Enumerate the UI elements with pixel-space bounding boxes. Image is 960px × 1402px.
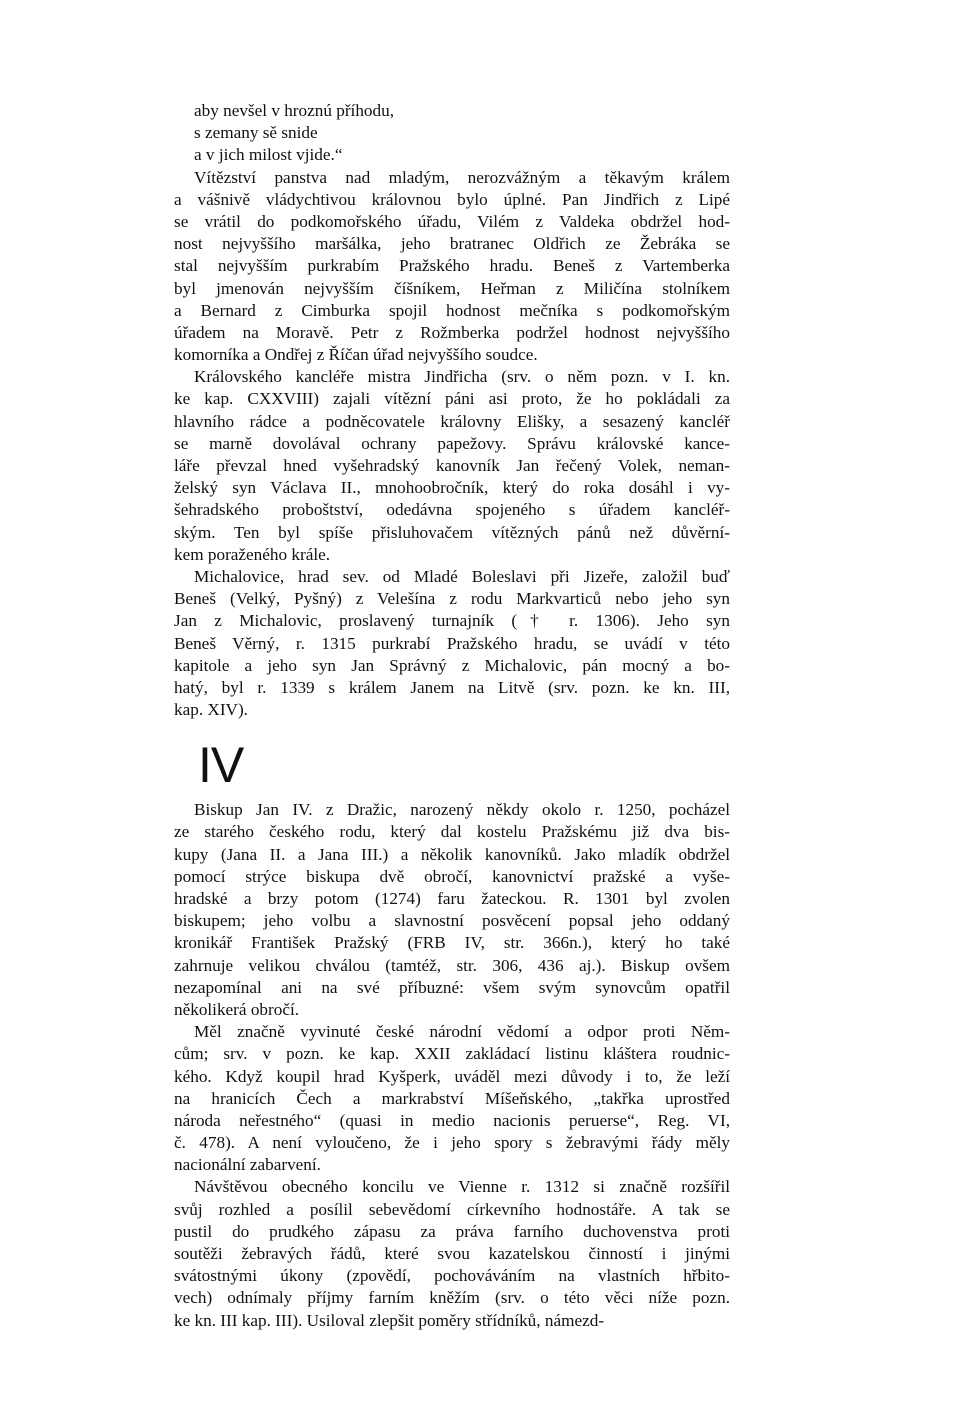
- text-line: šehradského proboštství, odedávna spojeného s úřadem kancléř-: [174, 500, 730, 520]
- text-line: Beneš Věrný, r. 1315 purkrabí Pražského hradu, se uvádí v této: [174, 633, 730, 653]
- paragraph: [174, 366, 730, 566]
- text-line: se marně dovolával ochrany papežovy. Správu královské kance-: [174, 433, 730, 453]
- text-line: vech) odnímaly příjmy farním kněžím (srv. o této věci níže pozn.: [174, 1288, 730, 1308]
- paragraph: [174, 1021, 730, 1176]
- text-line: hlavního rádce a podněcovatele královny Elišky, a sesazený kancléř: [174, 411, 730, 431]
- commentary-top: [174, 167, 730, 722]
- text-line: a vášnivě vládychtivou královnou bylo úplné. Pan Jindřich z Lipé: [174, 189, 730, 209]
- text-line: ze starého českého rodu, který dal kostelu Pražskému již dva bis-: [174, 822, 730, 842]
- paragraph: [174, 566, 730, 721]
- text-line: stal nejvyšším purkrabím Pražského hradu. Beneš z Vartemberka: [174, 256, 730, 276]
- text-line: Michalovice, hrad sev. od Mladé Boleslavi při Jizeře, založil buď: [194, 566, 730, 586]
- text-line: Měl značně vyvinuté české národní vědomí a odpor proti Něm-: [194, 1022, 730, 1042]
- text-line: kapitole a jeho syn Jan Správný z Michalovic, pán mocný a bo-: [174, 655, 730, 675]
- page-text: [174, 100, 730, 1332]
- paragraph: [174, 799, 730, 1021]
- text-line: byl jmenován nejvyšším číšníkem, Heřman z Miličína stolníkem: [174, 278, 730, 298]
- text-line: kupy (Jana II. a Jana III.) a několik kanovníků. Jako mladík obdržel: [174, 844, 730, 864]
- text-line: Biskup Jan IV. z Dražic, narozený někdy okolo r. 1250, pocházel: [194, 800, 730, 820]
- text-line: kronikář František Pražský (FRB IV, str. 366n.), který ho také: [174, 933, 730, 953]
- text-line: ke kn. III kap. III). Usiloval zlepšit poměry střídníků, námezd-: [174, 1310, 605, 1330]
- text-line: Beneš (Velký, Pyšný) z Velešína z rodu Markvarticů nebo jeho syn: [174, 589, 730, 609]
- text-line: č. 478). A není vyloučeno, že i jeho spory s žebravými řády měly: [174, 1133, 730, 1153]
- text-line: na hranicích Čech a markrabství Míšeňského, „takřka uprostřed: [174, 1088, 730, 1108]
- text-line: hatý, byl r. 1339 s králem Janem na Litvě (srv. pozn. ke kn. III,: [174, 677, 730, 697]
- text-line: Vítězství panstva nad mladým, nerozvážným a těkavým králem: [194, 167, 730, 187]
- text-line: komorníka a Ondřej z Říčan úřad nejvyššího soudce.: [174, 345, 538, 365]
- verse-line: a v jich milost vjide.“: [194, 145, 343, 165]
- text-line: kap. XIV).: [174, 700, 248, 720]
- text-line: několikerá obročí.: [174, 999, 300, 1019]
- text-line: láře převzal hned vyšehradský kanovník Jan řečený Volek, neman-: [174, 456, 730, 475]
- text-line: národa neřestného“ (quasi in medio nacionis peruerse“, Reg. VI,: [174, 1110, 730, 1130]
- text-line: biskupem; jeho volbu a slavnostní posvěcení popsal jeho oddaný: [174, 911, 730, 931]
- text-line: nezapomínal ani na své příbuzné: všem svým synovcům opatřil: [174, 977, 730, 997]
- text-line: Návštěvou obecného koncilu ve Vienne r. 1312 si značně rozšířil: [194, 1177, 730, 1197]
- text-line: se vrátil do podkomořského úřadu, Vilém z Valdeka obdržel hod-: [174, 211, 730, 231]
- text-line: svátostnými úkony (zpovědí, pochováváním na vlastních hřbito-: [174, 1266, 730, 1286]
- paragraph: [174, 167, 730, 367]
- text-line: hradské a brzy potom (1274) faru žateckou. R. 1301 byl zvolen: [174, 889, 730, 908]
- text-line: nacionální zabarvení.: [174, 1155, 321, 1175]
- verse-block: [174, 100, 730, 167]
- chapter-heading: IV: [198, 737, 244, 794]
- text-line: želský syn Václava II., mnohoobročník, který do roka dosáhl i vy-: [174, 478, 730, 498]
- paragraph: [174, 1176, 730, 1331]
- text-line: kého. Když koupil hrad Kyšperk, uváděl mezi důvody i to, že leží: [174, 1066, 730, 1086]
- text-line: soutěži žebravých řádů, které svou kazatelskou činností i jinými: [174, 1244, 730, 1263]
- text-line: nost nejvyššího maršálka, jeho bratranec Oldřich ze Žebráka se: [174, 234, 730, 254]
- verse-line: aby nevšel v hroznú příhodu,: [194, 101, 394, 120]
- text-line: kem poraženého krále.: [174, 544, 331, 564]
- text-line: pomocí strýce biskupa dvě obročí, kanovnictví pražské a vyše-: [174, 866, 730, 886]
- text-line: zahrnuje velikou chválou (tamtéž, str. 306, 436 aj.). Biskup ovšem: [174, 955, 730, 975]
- text-line: ke kap. CXXVIII) zajali vítězní páni asi proto, že ho pokládali za: [174, 389, 730, 409]
- text-line: cům; srv. v pozn. ke kap. XXII zakládací listinu kláštera roudnic-: [174, 1044, 730, 1064]
- text-line: Jan z Michalovic, proslavený turnajník († r. 1306). Jeho syn: [174, 611, 730, 631]
- verse-line: s zemany sě snide: [194, 123, 318, 143]
- text-line: a Bernard z Cimburka spojil hodnost mečníka s podkomořským: [174, 300, 730, 320]
- text-line: pustil do prudkého zápasu za práva farního duchovenstva proti: [174, 1221, 730, 1241]
- text-line: Královského kancléře mistra Jindřicha (srv. o něm pozn. v I. kn.: [194, 367, 730, 387]
- text-line: ským. Ten byl spíše přisluhovačem vítězných pánů než důvěrní-: [174, 522, 730, 542]
- text-line: úřadem na Moravě. Petr z Rožmberka podržel hodnost nejvyššího: [174, 322, 730, 342]
- text-line: svůj rozhled a posílil sebevědomí církevního hodnostáře. A tak se: [174, 1199, 730, 1219]
- commentary-bottom: [174, 799, 730, 1332]
